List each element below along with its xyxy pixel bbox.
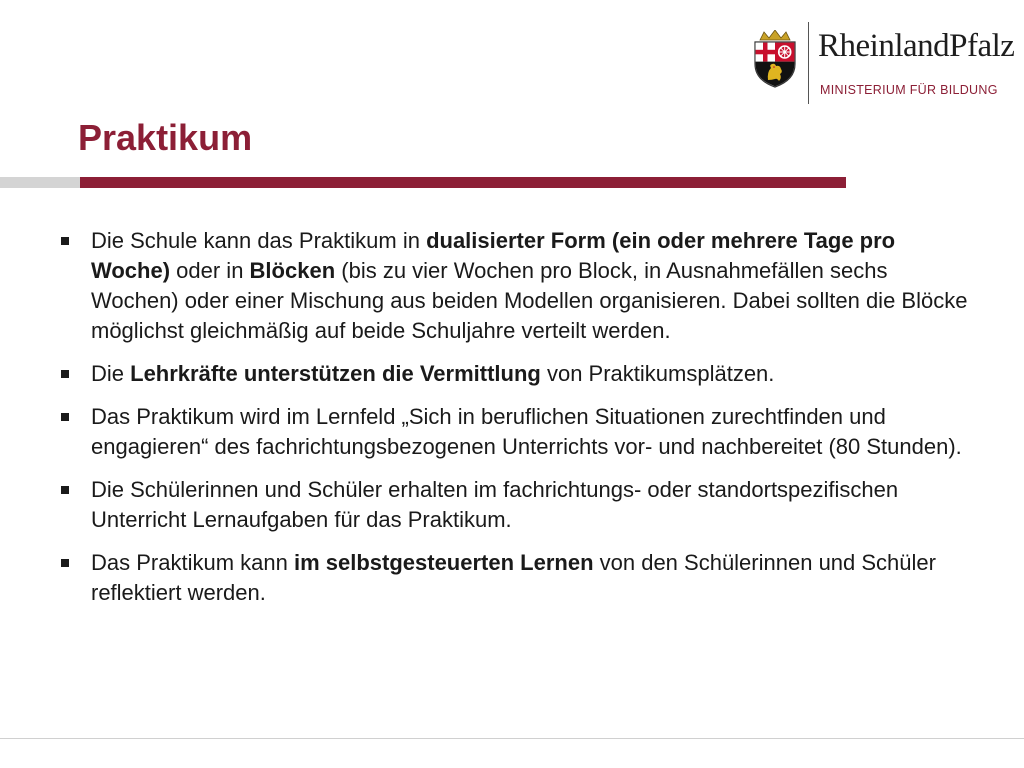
brand-wordmark: RheinlandPfalz <box>818 28 1015 64</box>
square-bullet-icon <box>61 486 69 494</box>
bullet-text: Die Schülerinnen und Schüler erhalten im fachrichtungs- oder standortspezifischen Unterricht Lernaufgaben für das Praktikum. <box>91 477 899 532</box>
bullet-item <box>56 359 976 389</box>
square-bullet-icon <box>61 237 69 245</box>
bullet-list <box>56 226 976 621</box>
bullet-text-bold: dualisierter Form (ein oder mehrere Tage pro Woche) <box>91 228 896 283</box>
bullet-item <box>56 402 976 462</box>
title-rule-gray <box>0 177 80 188</box>
bullet-text-bold: im selbstgesteuerten Lernen <box>293 550 594 575</box>
bullet-item <box>56 226 976 346</box>
bullet-text-bold: Lehrkräfte unterstützen die Vermittlung <box>130 361 541 386</box>
bullet-text: Die <box>91 361 131 386</box>
bullet-text: Das Praktikum wird im Lernfeld „Sich in beruflichen Situationen zurechtfinden und engagieren“ des fachrichtungsbezogenen Unterrichts vor- und nachbereitet (80 Stunden). <box>91 404 962 459</box>
slide-title: Praktikum <box>78 117 253 158</box>
coat-of-arms-icon <box>752 30 798 88</box>
ministry-name: MINISTERIUM FÜR BILDUNG <box>820 83 998 97</box>
bullet-item <box>56 548 976 608</box>
bullet-item <box>56 475 976 535</box>
ministry-logo <box>752 22 1015 106</box>
bullet-text: (bis zu vier Wochen pro Block, in Ausnahmefällen sechs Wochen) oder einer Mischung aus beiden Modellen organisieren. Dabei sollten die Blöcke möglichst gleichmäßig auf beide Schuljahre verteilt werden. <box>91 258 968 343</box>
bullet-text: von Praktikumsplätzen. <box>540 361 775 386</box>
bullet-text: oder in <box>170 258 250 283</box>
bullet-text-bold: Blöcken <box>249 258 336 283</box>
square-bullet-icon <box>61 413 69 421</box>
footer-divider <box>0 738 1024 739</box>
square-bullet-icon <box>61 559 69 567</box>
bullet-text: von den Schülerinnen und Schüler reflektiert werden. <box>91 550 936 605</box>
bullet-text: Das Praktikum kann <box>91 550 294 575</box>
logo-separator <box>808 22 809 104</box>
square-bullet-icon <box>61 370 69 378</box>
title-rule-accent <box>80 177 846 188</box>
bullet-text: Die Schule kann das Praktikum in <box>91 228 427 253</box>
